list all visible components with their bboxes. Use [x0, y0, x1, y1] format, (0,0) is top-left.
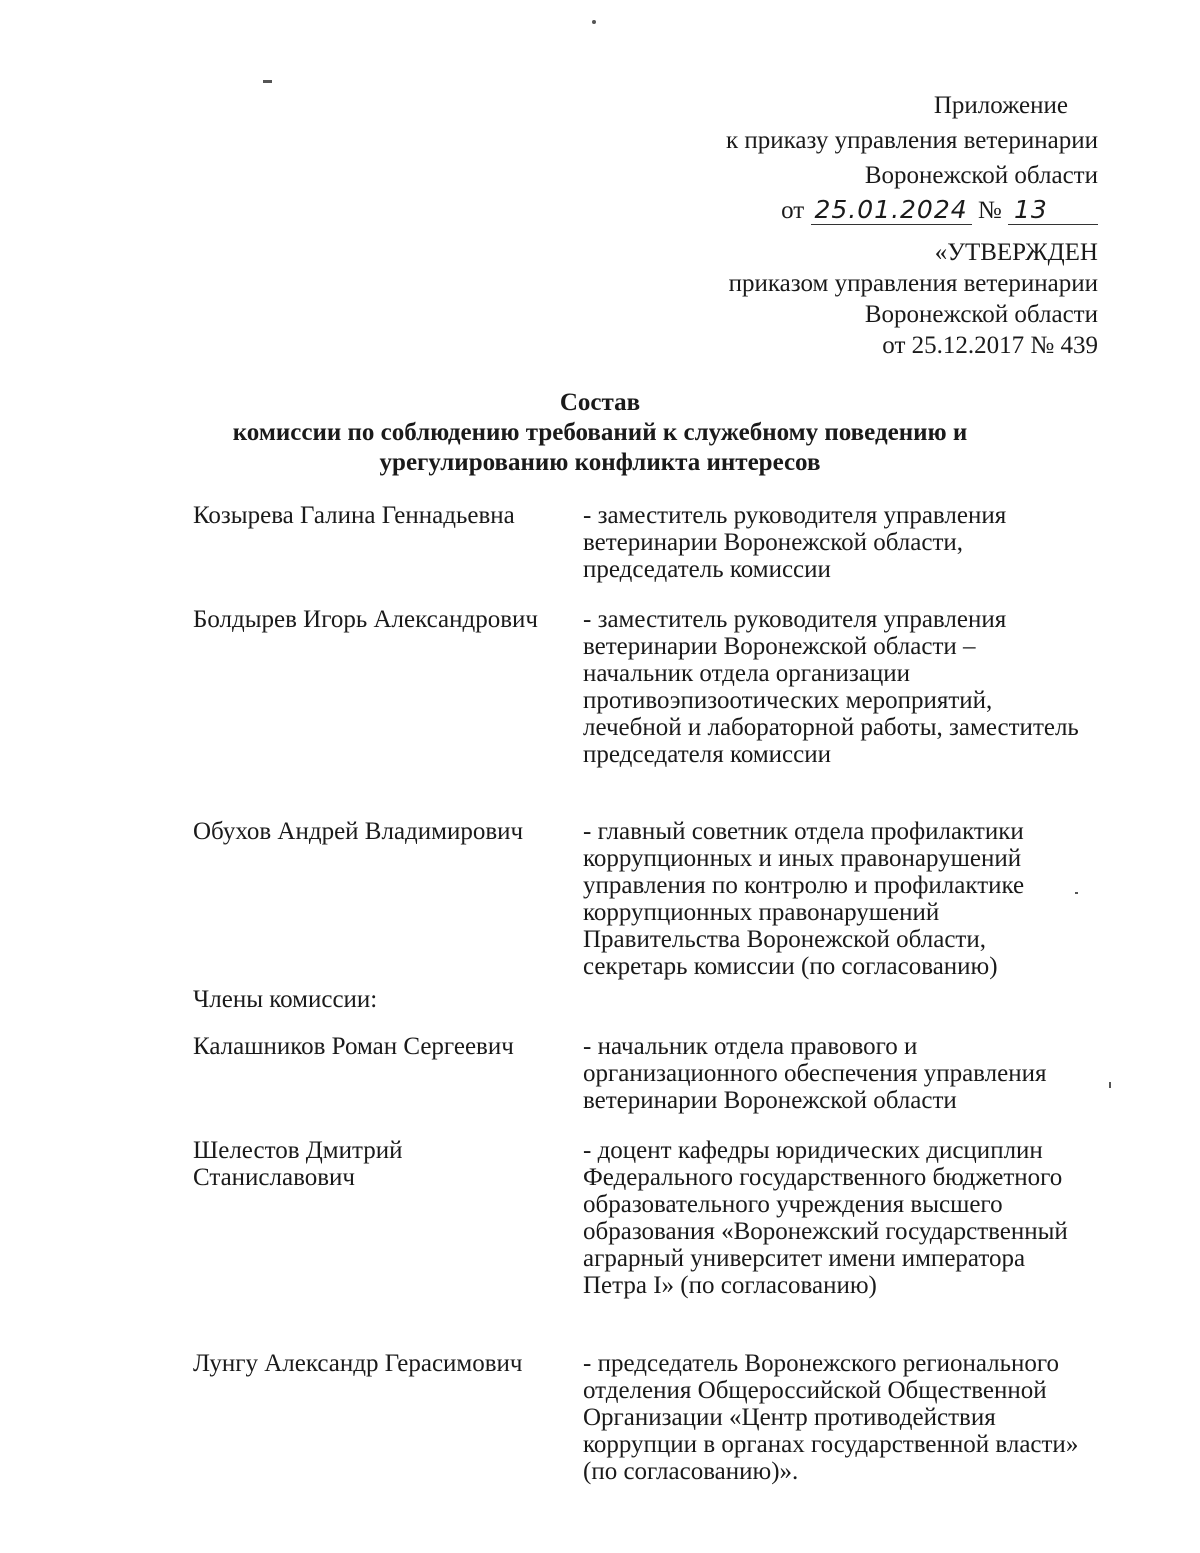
list-item: [193, 818, 1103, 980]
member-name: Шелестов Дмитрий Станиславович: [193, 1137, 403, 1191]
member-role-line: коррупционных и иных правонарушений: [583, 845, 1022, 872]
title-line-3: урегулированию конфликта интересов: [379, 449, 821, 476]
appendix-subtitle-1: к приказу управления ветеринарии: [725, 127, 1098, 154]
title-line-2: комиссии по соблюдению требований к служебному поведению и: [232, 419, 968, 446]
member-role-line: Правительства Воронежской области,: [583, 926, 986, 953]
member-role-line: противоэпизоотических мероприятий,: [583, 687, 993, 714]
member-name: Болдырев Игорь Александрович: [193, 606, 539, 633]
member-role-line: организационного обеспечения управления: [583, 1060, 1047, 1087]
member-role-line: образовательного учреждения высшего: [583, 1191, 1003, 1218]
approved-line-2: приказом управления ветеринарии: [728, 270, 1098, 297]
date-prefix: от: [781, 197, 805, 224]
scan-speck: [1075, 892, 1078, 894]
member-role-line: коррупции в органах государственной власти»: [583, 1431, 1079, 1458]
member-role-line: управления по контролю и профилактике: [583, 872, 1025, 899]
member-name: Лунгу Александр Герасимович: [193, 1350, 523, 1377]
list-item: [193, 1137, 1103, 1299]
member-role: [583, 818, 1103, 980]
members-section-label: Члены комиссии:: [193, 986, 378, 1013]
scan-speck: [592, 20, 596, 24]
member-name: Козырева Галина Геннадьевна: [193, 502, 515, 529]
member-role-line: начальник отдела организации: [583, 660, 911, 687]
commission-list: [193, 502, 1103, 1485]
member-name: Калашников Роман Сергеевич: [193, 1033, 514, 1060]
member-role-line: - главный советник отдела профилактики: [583, 818, 1024, 845]
scan-speck: [1109, 1082, 1111, 1088]
member-role-line: председатель комиссии: [583, 556, 831, 583]
member-role-line: председателя комиссии: [583, 741, 831, 768]
member-name: Обухов Андрей Владимирович: [193, 818, 524, 845]
list-item: [193, 1033, 1103, 1114]
member-role-line: - заместитель руководителя управления: [583, 502, 1007, 529]
approved-line-3: Воронежской области: [864, 301, 1098, 328]
member-role-line: образования «Воронежский государственный: [583, 1218, 1068, 1245]
approved-stamp-text: [729, 237, 1098, 361]
member-role-line: Петра I» (по согласованию): [583, 1272, 877, 1299]
member-role-line: - председатель Воронежского регионального: [583, 1350, 1060, 1377]
list-item: [193, 502, 1103, 583]
title-line-1: Состав: [559, 389, 641, 416]
appendix-subtitle-2: Воронежской области: [864, 162, 1098, 189]
member-role: [583, 502, 1103, 583]
member-role: [583, 1033, 1103, 1114]
order-date-line: [726, 193, 1098, 228]
member-role-line: ветеринарии Воронежской области –: [583, 633, 976, 660]
list-item: [193, 606, 1103, 768]
number-label: №: [977, 197, 1002, 224]
member-role-line: ветеринарии Воронежской области,: [583, 529, 964, 556]
document-title: [0, 388, 1200, 478]
member-role-line: Организации «Центр противодействия: [583, 1404, 996, 1431]
member-role-line: - доцент кафедры юридических дисциплин: [583, 1137, 1043, 1164]
appendix-title: Приложение: [933, 92, 1068, 119]
member-role: [583, 1350, 1103, 1485]
member-role: [583, 1137, 1103, 1299]
appendix-header: [726, 88, 1098, 228]
member-role-line: аграрный университет имени императора: [583, 1245, 1026, 1272]
member-role-line: отделения Общероссийской Общественной: [583, 1377, 1047, 1404]
member-role-line: - заместитель руководителя управления: [583, 606, 1007, 633]
member-role-line: ветеринарии Воронежской области: [583, 1087, 957, 1114]
member-role-line: (по согласованию)».: [583, 1458, 799, 1485]
scan-speck: [263, 80, 272, 83]
member-role-line: лечебной и лабораторной работы, заместитель: [583, 714, 1079, 741]
approved-line-4: от 25.12.2017 № 439: [882, 332, 1098, 359]
list-item: [193, 1350, 1103, 1485]
member-role-line: Федерального государственного бюджетного: [583, 1164, 1063, 1191]
approved-line-1: «УТВЕРЖДЕН: [934, 239, 1098, 266]
handwritten-date: 25.01.2024: [811, 196, 972, 225]
handwritten-number: 13: [1008, 196, 1098, 225]
member-role-line: - начальник отдела правового и: [583, 1033, 918, 1060]
member-role: [583, 606, 1103, 768]
member-role-line: секретарь комиссии (по согласованию): [583, 953, 998, 980]
member-role-line: коррупционных правонарушений: [583, 899, 940, 926]
